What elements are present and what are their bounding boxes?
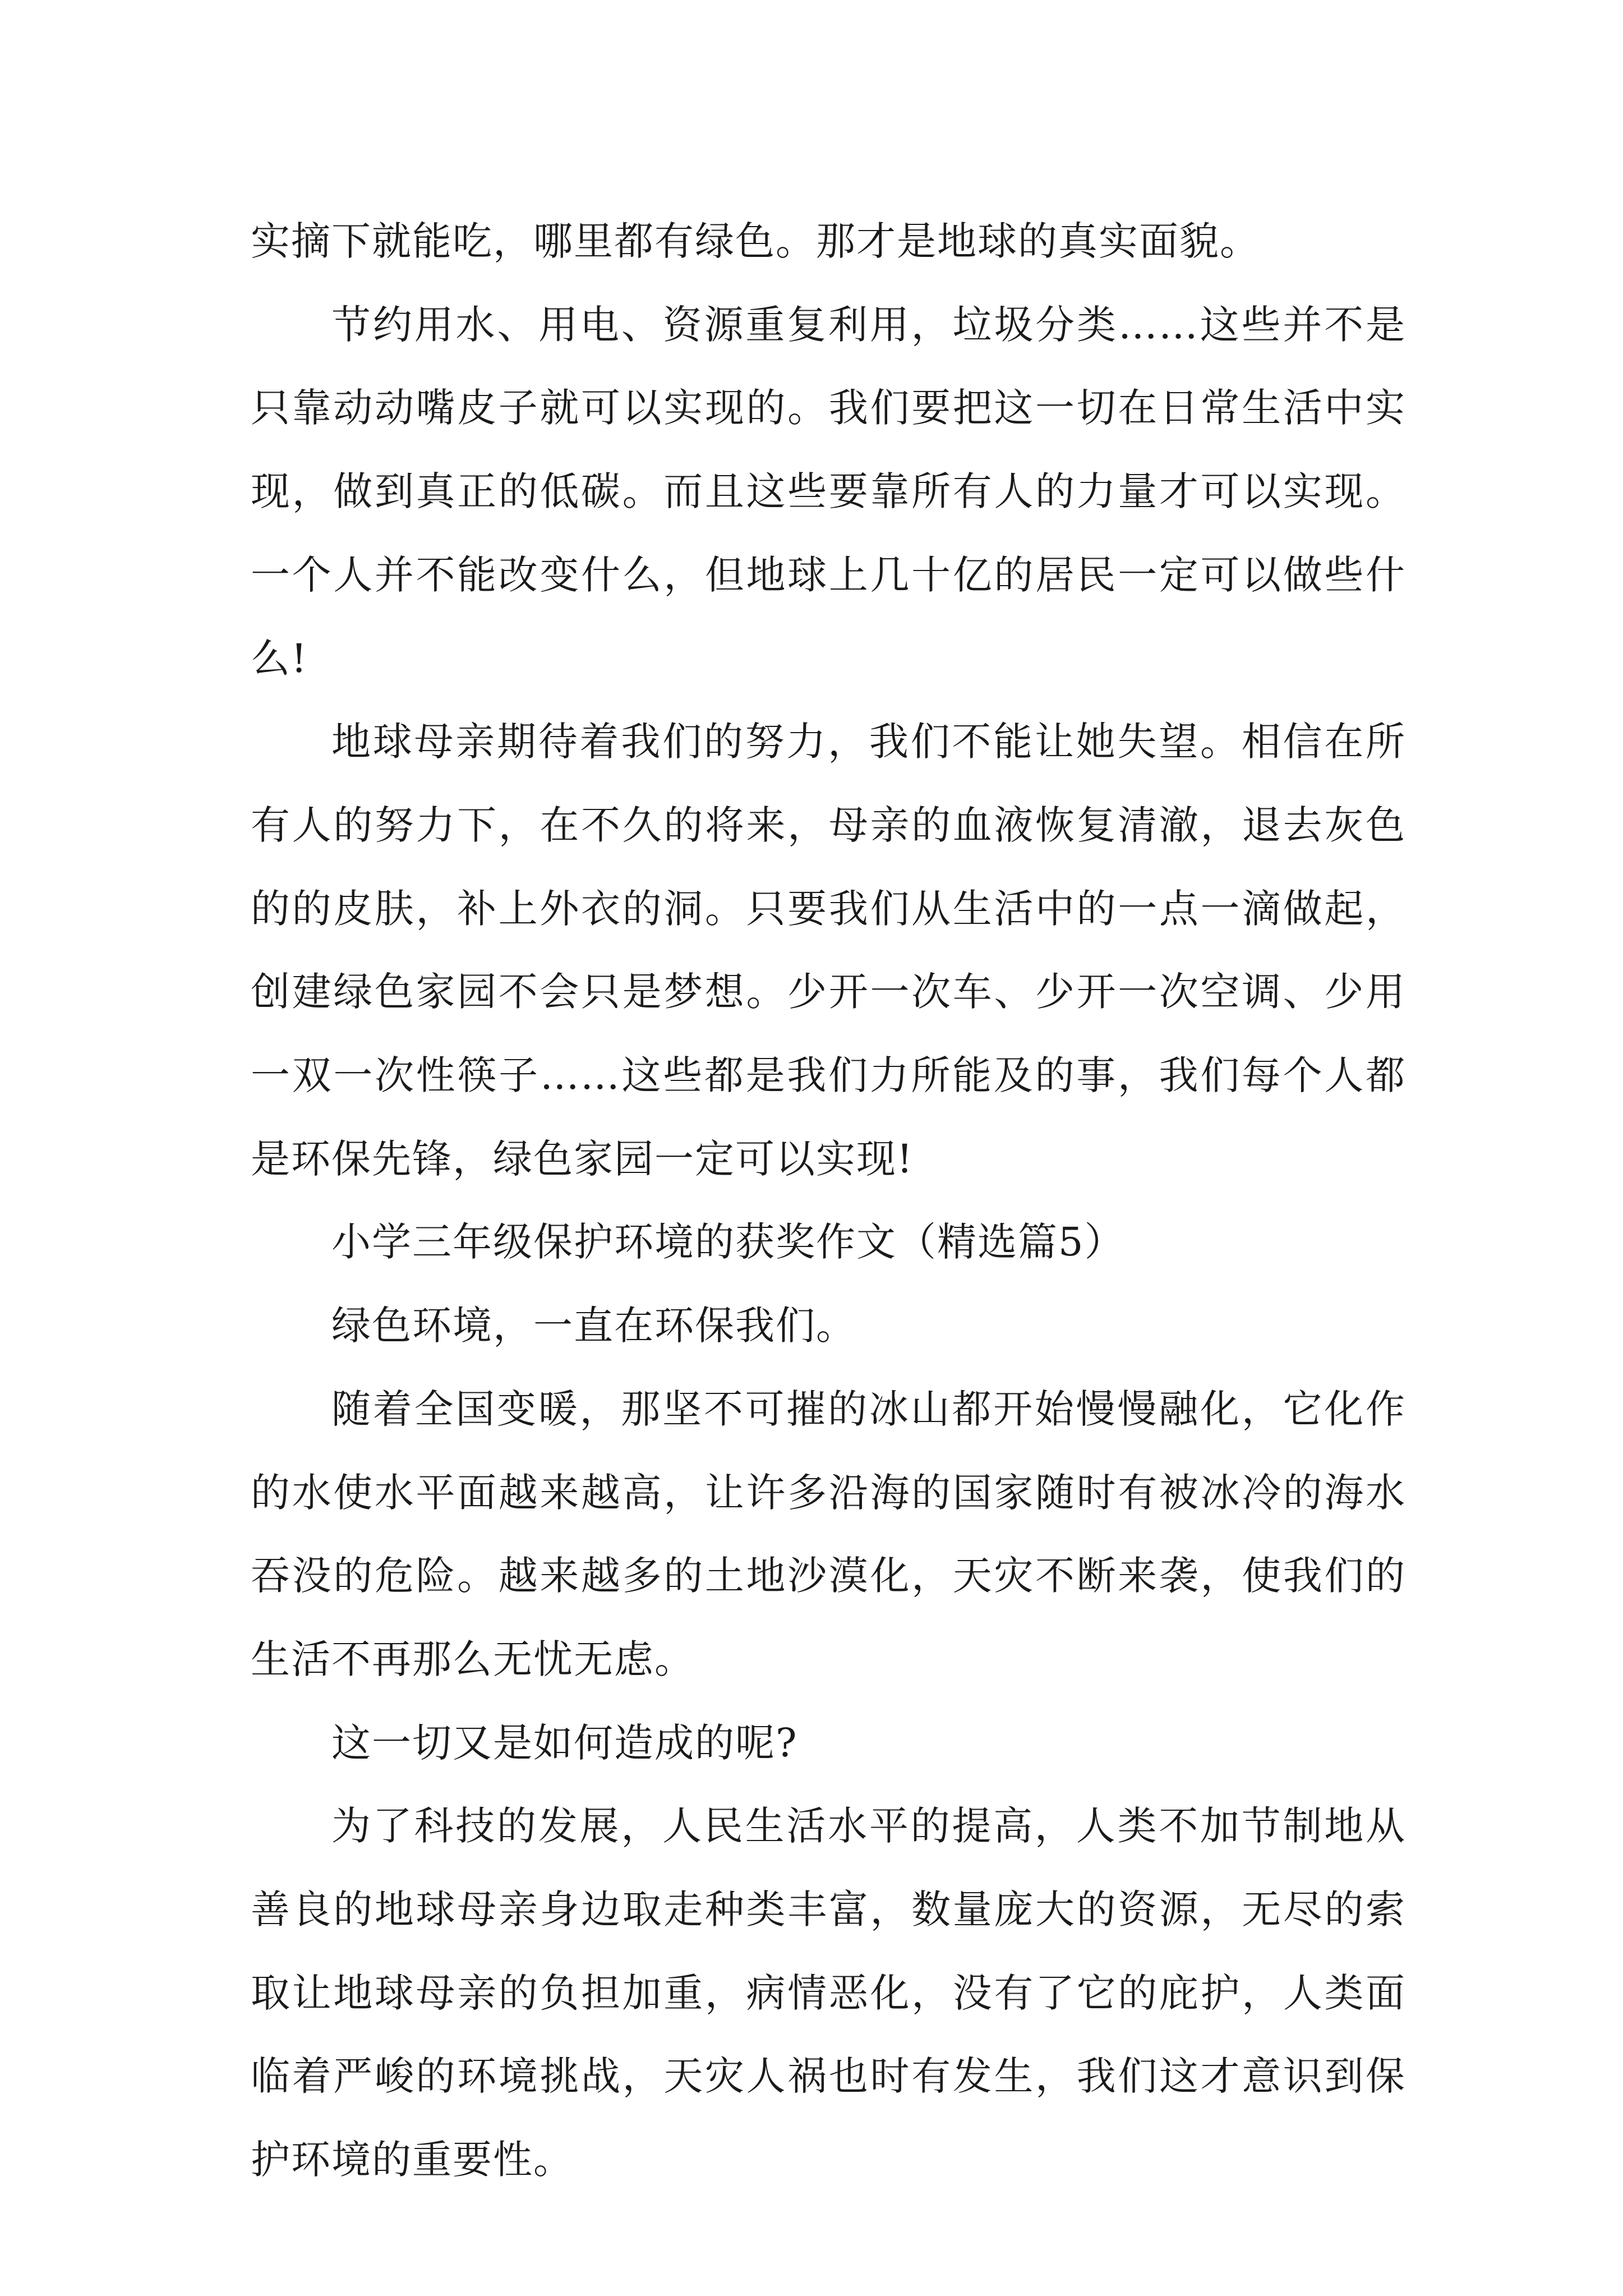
- essay-body: [251, 200, 1406, 2202]
- paragraph-global-warming: 随着全国变暖，那坚不可摧的冰山都开始慢慢融化，它化作的水使水平面越来越高，让许多沿海的国家随时有被冰冷的海水吞没的危险。越来越多的土地沙漠化，天灾不断来袭，使我们的生活不再那么无忧无虑。: [251, 1386, 1406, 1682]
- paragraph-continuation: 实摘下就能吃，哪里都有绿色。那才是地球的真实面貌。: [251, 218, 1260, 264]
- paragraph-saving-resources: 节约用水、用电、资源重复利用，垃圾分类……这些并不是只靠动动嘴皮子就可以实现的。我们要把这一切在日常生活中实现，做到真正的低碳。而且这些要靠所有人的力量才可以实现。一个人并不能改变什么，但地球上几十亿的居民一定可以做些什么!: [251, 301, 1406, 682]
- essay-title-5: 小学三年级保护环境的获奖作文（精选篇5）: [331, 1219, 1125, 1266]
- paragraph-causes: 为了科技的发展，人民生活水平的提高，人类不加节制地从善良的地球母亲身边取走种类丰富，数量庞大的资源，无尽的索取让地球母亲的负担加重，病情恶化，没有了它的庇护，人类面临着严峻的环境挑战，天灾人祸也时有发生，我们这才意识到保护环境的重要性。: [251, 1803, 1406, 2183]
- paragraph-question: 这一切又是如何造成的呢?: [331, 1719, 798, 1766]
- paragraph-mother-earth: 地球母亲期待着我们的努力，我们不能让她失望。相信在所有人的努力下，在不久的将来，母亲的血液恢复清澈，退去灰色的的皮肤，补上外衣的洞。只要我们从生活中的一点一滴做起，创建绿色家园不会只是梦想。少开一次车、少开一次空调、少用一双一次性筷子……这些都是我们力所能及的事，我们每个人都是环保先锋，绿色家园一定可以实现!: [251, 719, 1406, 1182]
- paragraph-green-environment: 绿色环境，一直在环保我们。: [331, 1303, 856, 1349]
